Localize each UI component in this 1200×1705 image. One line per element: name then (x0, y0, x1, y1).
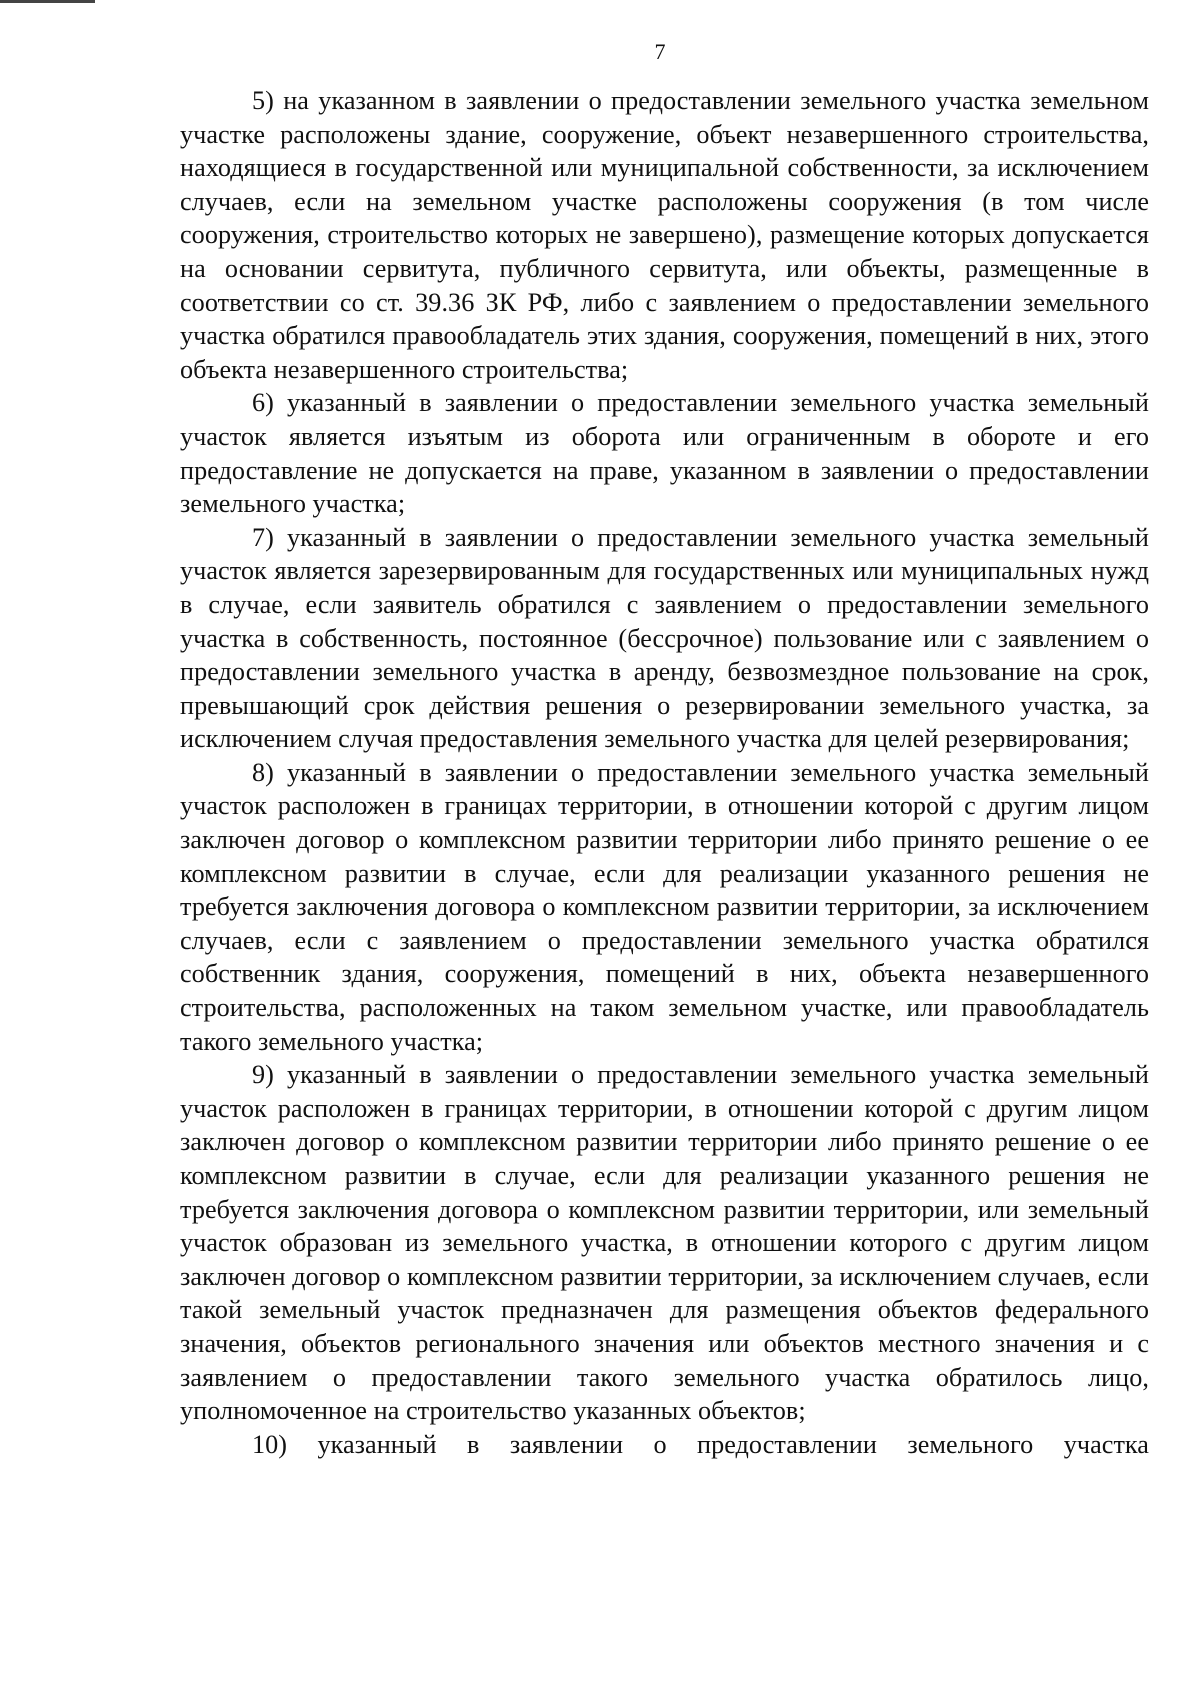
paragraph-item-10: 10) указанный в заявлении о предоставлении земельного участка (252, 1429, 1149, 1459)
paragraph-item-9: 9) указанный в заявлении о предоставлении земельного участка земельный участок расположен в границах территории, в отношении которой с другим лицом заключен договор о комплексном развитии территории либо принято решение о ее комплексном развитии в случае, если для реализации указанного решения не требуется заключения договора о комплексном развитии территории, или земельный участок образован из земельного участка, в отношении которого с другим лицом заключен договор о комплексном развитии территории, за исключением случаев, если такой земельный участок предназначен для размещения объектов федерального значения, объектов регионального значения или объектов местного значения и с заявлением о предоставлении такого земельного участка обратилось лицо, уполномоченное на строительство указанных объектов; (180, 1060, 1149, 1426)
paragraph-item-7: 7) указанный в заявлении о предоставлении земельного участка земельный участок является зарезервированным для государственных или муниципальных нужд в случае, если заявитель обратился с заявлением о предоставлении земельного участка в собственность, постоянное (бессрочное) пользование или с заявлением о предоставлении земельного участка в аренду, безвозмездное пользование на срок, превышающий срок действия решения о резервировании земельного участка, за исключением случая предоставления земельного участка для целей резервирования; (180, 522, 1149, 754)
paragraph-item-8: 8) указанный в заявлении о предоставлении земельного участка земельный участок расположен в границах территории, в отношении которой с другим лицом заключен договор о комплексном развитии территории либо принято решение о ее комплексном развитии в случае, если для реализации указанного решения не требуется заключения договора о комплексном развитии территории, за исключением случаев, если с заявлением о предоставлении земельного участка обратился собственник здания, сооружения, помещений в них, объекта незавершенного строительства, расположенных на таком земельном участке, или правообладатель такого земельного участка; (180, 757, 1149, 1056)
page-number: 7 (654, 39, 666, 64)
paragraph-item-6: 6) указанный в заявлении о предоставлении земельного участка земельный участок является изъятым из оборота или ограниченным в обороте и его предоставление не допускается на праве, указанном в заявлении о предоставлении земельного участка; (180, 388, 1149, 519)
paragraph-item-5: 5) на указанном в заявлении о предоставлении земельного участка земельном участке расположены здание, сооружение, объект незавершенного строительства, находящиеся в государственной или муниципальной собственности, за исключением случаев, если на земельном участке расположены сооружения (в том числе сооружения, строительство которых не завершено), размещение которых допускается на основании сервитута, публичного сервитута, или объекты, размещенные в соответствии со ст. 39.36 ЗК РФ, либо с заявлением о предоставлении земельного участка обратился правообладатель этих здания, сооружения, помещений в них, этого объекта незавершенного строительства; (180, 86, 1149, 384)
scan-edge-mark (0, 0, 95, 3)
document-body (180, 84, 1149, 1461)
